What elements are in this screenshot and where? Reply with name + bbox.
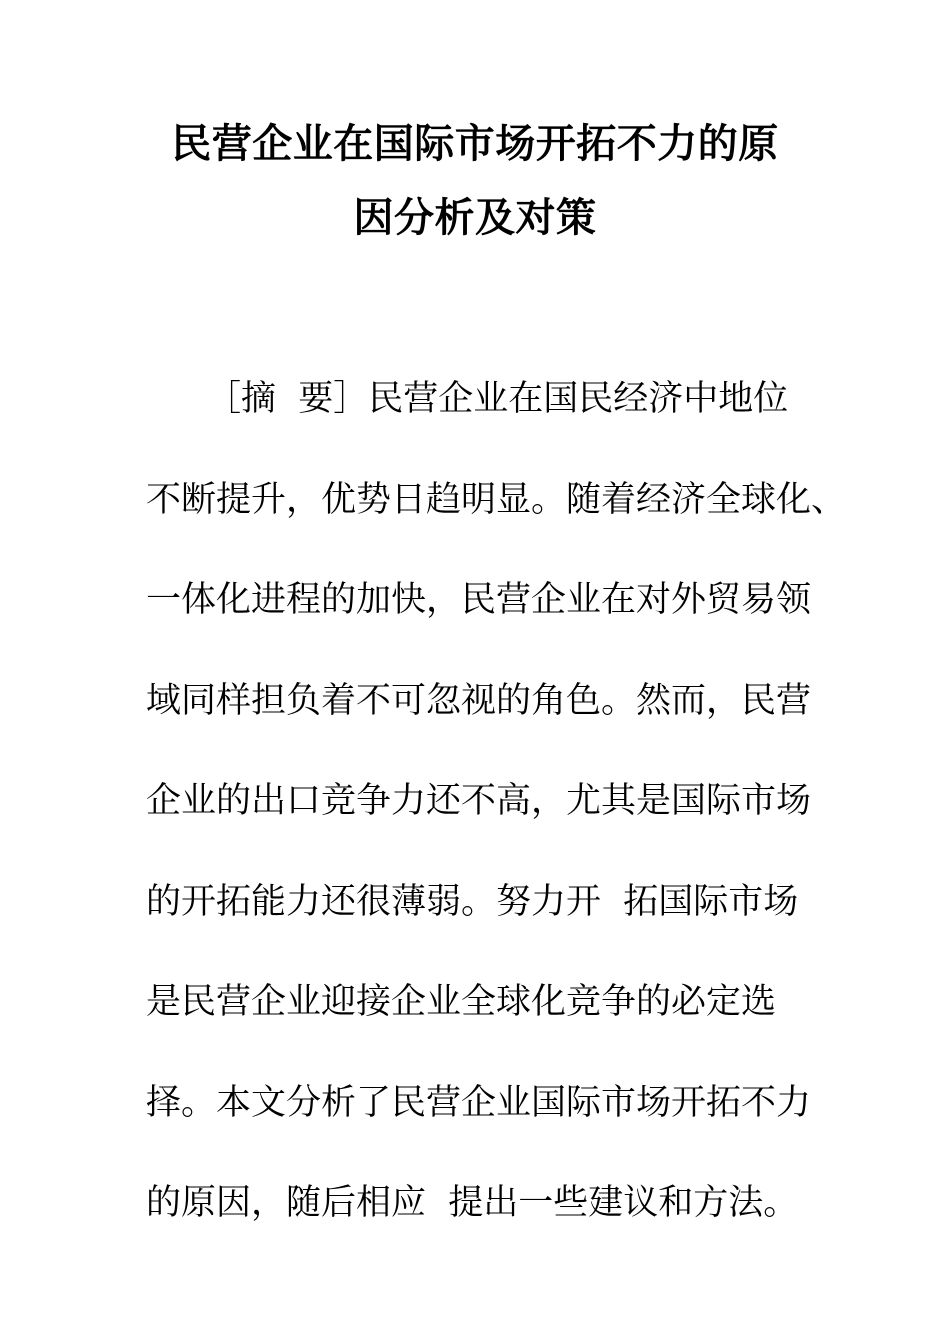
abstract-paragraph	[146, 370, 847, 1275]
document-title	[0, 121, 950, 241]
abstract-line: ［摘 要］民营企业在国民经济中地位	[206, 379, 789, 419]
abstract-line: 是民营企业迎接企业全球化竞争的必定选	[146, 982, 777, 1022]
abstract-line: 的原因，随后相应 提出一些建议和方法。	[146, 1183, 799, 1223]
abstract-line: 不断提升，优势日趋明显。随着经济全球化、	[146, 479, 847, 520]
abstract-line: 一体化进程的加快，民营企业在对外贸易领	[146, 580, 812, 620]
abstract-line: 择。本文分析了民营企业国际市场开拓不力	[146, 1082, 812, 1123]
title-line-2: 因分析及对策	[353, 195, 597, 241]
abstract-line: 域同样担负着不可忽视的角色。然而，民营	[146, 680, 812, 721]
title-line-1: 民营企业在国际市场开拓不力的原	[171, 121, 779, 167]
abstract-line: 的开拓能力还很薄弱。努力开 拓国际市场	[146, 881, 799, 922]
abstract-line: 企业的出口竞争力还不高，尤其是国际市场	[146, 781, 812, 821]
